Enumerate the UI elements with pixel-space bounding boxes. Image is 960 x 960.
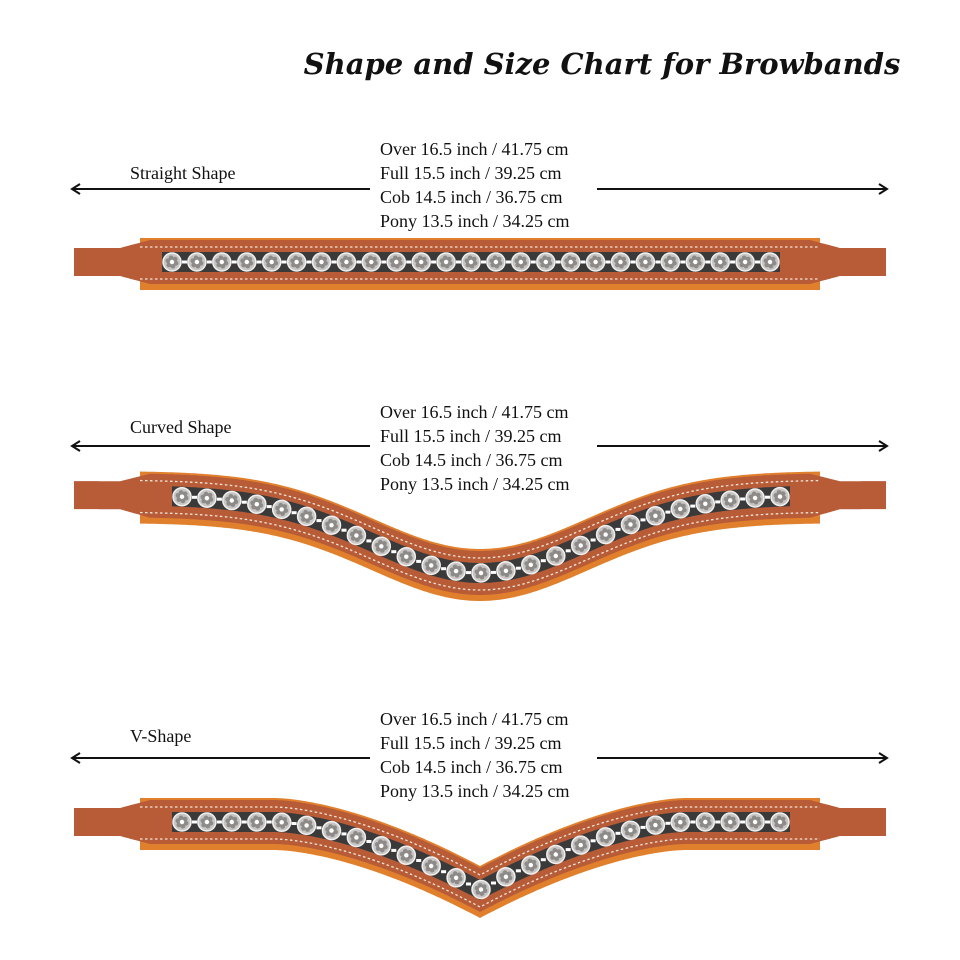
- size-full: Full 15.5 inch / 39.25 cm: [380, 733, 562, 753]
- crystal: [288, 253, 306, 271]
- spacer: [616, 832, 621, 835]
- crystal: [372, 537, 390, 555]
- spacer: [591, 539, 596, 542]
- size-over: Over 16.5 inch / 41.75 cm: [380, 709, 569, 729]
- size-list: [380, 139, 570, 231]
- crystal: [646, 816, 664, 834]
- crystal: [173, 488, 191, 506]
- crystal: [547, 846, 565, 864]
- spacer: [366, 539, 371, 542]
- crystal: [612, 253, 630, 271]
- spacer: [456, 261, 461, 264]
- crystal: [273, 500, 291, 518]
- spacer: [406, 261, 411, 264]
- crystal: [746, 813, 764, 831]
- spacer: [616, 528, 621, 531]
- spacer: [665, 511, 670, 514]
- crystal: [298, 816, 316, 834]
- crystal: [337, 253, 355, 271]
- size-list: [380, 709, 570, 801]
- crystal: [188, 253, 206, 271]
- spacer: [391, 849, 396, 852]
- spacer: [217, 821, 222, 824]
- spacer: [267, 505, 272, 508]
- spacer: [566, 848, 571, 851]
- spacer: [690, 505, 695, 508]
- crystal: [487, 253, 505, 271]
- crystal: [313, 253, 331, 271]
- crystal: [721, 491, 739, 509]
- crystal: [537, 253, 555, 271]
- crystal: [646, 507, 664, 525]
- crystal: [397, 846, 415, 864]
- spacer: [680, 261, 685, 264]
- crystal: [512, 253, 530, 271]
- crystal: [223, 813, 241, 831]
- spacer: [466, 883, 471, 886]
- spacer: [740, 498, 745, 501]
- spacer: [192, 496, 197, 499]
- spacer: [755, 261, 760, 264]
- spacer: [217, 498, 222, 501]
- spacer: [182, 261, 187, 264]
- spacer: [441, 870, 446, 873]
- crystal: [622, 821, 640, 839]
- section-curved: [72, 402, 887, 601]
- crystal: [198, 489, 216, 507]
- spacer: [267, 821, 272, 824]
- spacer: [317, 826, 322, 829]
- spacer: [282, 261, 287, 264]
- spacer: [516, 869, 521, 872]
- size-full: Full 15.5 inch / 39.25 cm: [380, 426, 562, 446]
- spacer: [690, 821, 695, 824]
- spacer: [466, 571, 471, 574]
- spacer: [431, 261, 436, 264]
- spacer: [730, 261, 735, 264]
- spacer: [356, 261, 361, 264]
- browband-v: [74, 798, 886, 918]
- crystal: [636, 253, 654, 271]
- spacer: [705, 261, 710, 264]
- crystal: [347, 829, 365, 847]
- crystal: [298, 507, 316, 525]
- spacer: [332, 261, 337, 264]
- crystal: [462, 253, 480, 271]
- crystal: [771, 813, 789, 831]
- size-pony: Pony 13.5 inch / 34.25 cm: [380, 781, 570, 801]
- crystal: [422, 857, 440, 875]
- spacer: [606, 261, 611, 264]
- spacer: [207, 261, 212, 264]
- crystal: [671, 813, 689, 831]
- spacer: [641, 518, 646, 521]
- crystal: [273, 813, 291, 831]
- spacer: [307, 261, 312, 264]
- spacer: [381, 261, 386, 264]
- size-cob: Cob 14.5 inch / 36.75 cm: [380, 450, 563, 470]
- crystal: [696, 813, 714, 831]
- crystal: [447, 869, 465, 887]
- spacer: [715, 821, 720, 824]
- size-cob: Cob 14.5 inch / 36.75 cm: [380, 757, 563, 777]
- crystal: [213, 253, 231, 271]
- crystal: [248, 813, 266, 831]
- crystal: [437, 253, 455, 271]
- spacer: [581, 261, 586, 264]
- size-list: [380, 402, 570, 494]
- crystal: [721, 813, 739, 831]
- spacer: [740, 821, 745, 824]
- section-straight: [72, 139, 887, 290]
- spacer: [715, 500, 720, 503]
- size-over: Over 16.5 inch / 41.75 cm: [380, 402, 569, 422]
- spacer: [242, 501, 247, 504]
- crystal: [761, 253, 779, 271]
- section-v: [72, 709, 887, 918]
- size-pony: Pony 13.5 inch / 34.25 cm: [380, 474, 570, 494]
- crystal: [736, 253, 754, 271]
- spacer: [391, 550, 396, 553]
- spacer: [491, 882, 496, 885]
- spacer: [665, 822, 670, 825]
- crystal: [263, 253, 281, 271]
- crystal: [323, 516, 341, 534]
- spacer: [531, 261, 536, 264]
- crystal: [572, 836, 590, 854]
- spacer: [491, 571, 496, 574]
- spacer: [591, 839, 596, 842]
- crystal: [547, 547, 565, 565]
- spacer: [342, 529, 347, 532]
- crystal: [223, 492, 241, 510]
- crystal: [746, 489, 764, 507]
- crystal: [198, 813, 216, 831]
- crystal: [597, 828, 615, 846]
- crystal: [597, 526, 615, 544]
- crystal: [372, 837, 390, 855]
- crystal: [497, 868, 515, 886]
- spacer: [631, 261, 636, 264]
- spacer: [641, 826, 646, 829]
- crystal: [497, 562, 515, 580]
- shape-label-v: V-Shape: [130, 726, 192, 746]
- chart-title: Shape and Size Chart for Browbands: [303, 47, 901, 81]
- crystal: [472, 564, 490, 582]
- crystal: [387, 253, 405, 271]
- crystal: [771, 488, 789, 506]
- crystal: [397, 548, 415, 566]
- spacer: [257, 261, 262, 264]
- spacer: [342, 832, 347, 835]
- crystal: [347, 527, 365, 545]
- crystal: [323, 822, 341, 840]
- crystal: [522, 556, 540, 574]
- spacer: [516, 567, 521, 570]
- crystal: [696, 495, 714, 513]
- crystal: [173, 813, 191, 831]
- spacer: [416, 560, 421, 563]
- spacer: [541, 559, 546, 562]
- spacer: [765, 496, 770, 499]
- crystal: [587, 253, 605, 271]
- shape-label-straight: Straight Shape: [130, 163, 236, 183]
- spacer: [655, 261, 660, 264]
- crystal: [686, 253, 704, 271]
- crystal: [711, 253, 729, 271]
- crystal: [572, 537, 590, 555]
- crystal: [412, 253, 430, 271]
- spacer: [441, 567, 446, 570]
- crystal: [472, 881, 490, 899]
- spacer: [366, 840, 371, 843]
- spacer: [481, 261, 486, 264]
- crystal: [422, 556, 440, 574]
- size-over: Over 16.5 inch / 41.75 cm: [380, 139, 569, 159]
- size-full: Full 15.5 inch / 39.25 cm: [380, 163, 562, 183]
- crystal: [248, 495, 266, 513]
- crystal: [562, 253, 580, 271]
- crystal: [522, 856, 540, 874]
- spacer: [292, 822, 297, 825]
- crystal: [447, 562, 465, 580]
- spacer: [416, 859, 421, 862]
- browband-straight: [74, 238, 886, 290]
- spacer: [765, 821, 770, 824]
- spacer: [192, 821, 197, 824]
- crystal: [661, 253, 679, 271]
- arrow-left-head: [72, 184, 80, 194]
- spacer: [556, 261, 561, 264]
- crystal: [671, 500, 689, 518]
- crystal: [362, 253, 380, 271]
- spacer: [242, 821, 247, 824]
- size-cob: Cob 14.5 inch / 36.75 cm: [380, 187, 563, 207]
- spacer: [541, 858, 546, 861]
- spacer: [292, 511, 297, 514]
- crystal: [238, 253, 256, 271]
- crystal: [622, 516, 640, 534]
- size-pony: Pony 13.5 inch / 34.25 cm: [380, 211, 570, 231]
- spacer: [317, 519, 322, 522]
- spacer: [506, 261, 511, 264]
- shape-label-curved: Curved Shape: [130, 417, 232, 437]
- spacer: [566, 549, 571, 552]
- crystal: [163, 253, 181, 271]
- spacer: [232, 261, 237, 264]
